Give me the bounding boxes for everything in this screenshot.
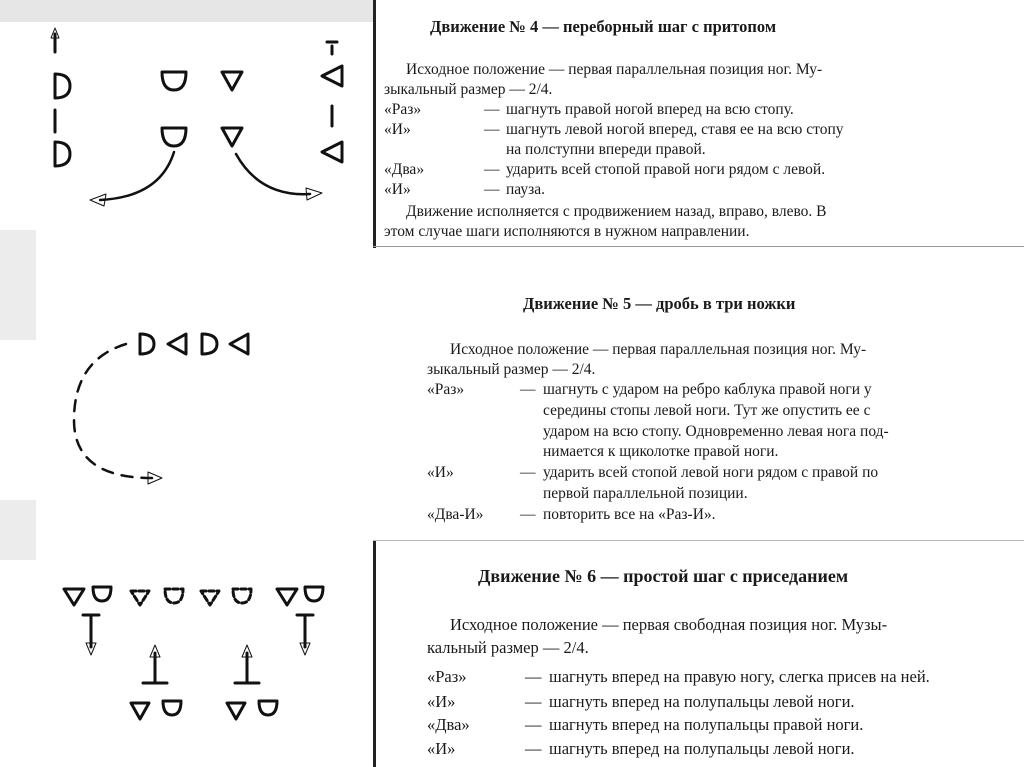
step-dash: —	[484, 181, 500, 198]
foot-triangle-2	[230, 334, 248, 354]
step-text: первой параллельной позиции.	[543, 485, 748, 502]
step-count: «Раз»	[427, 667, 467, 686]
movement-4-intro-line-1: Исходное положение — первая параллельная позиция ног. Му-	[406, 61, 823, 78]
diagram-movement-5	[60, 320, 270, 495]
bottom-triangle-2	[227, 703, 245, 719]
movement-4-intro-line-2: зыкальный размер — 2/4.	[384, 81, 553, 98]
row-half-circle-1	[93, 587, 111, 601]
step-text: шагнуть вперед на правую ногу, слегка присев на ней.	[549, 667, 930, 686]
triangle-bottom	[222, 128, 242, 146]
bottom-half-circle-1	[163, 701, 181, 715]
step-count: «И»	[427, 692, 456, 711]
step-dash: —	[520, 381, 536, 398]
step-dash: —	[484, 101, 500, 118]
movement-4-title: Движение № 4 — переборный шаг с притопом	[430, 17, 777, 36]
row-half-circle-dashed-2	[233, 589, 251, 603]
step-count: «И»	[384, 181, 411, 198]
step-dash: —	[520, 506, 536, 523]
movement-5-step-continued	[543, 422, 889, 441]
movement-5-title: Движение № 5 — дробь в три ножки	[523, 294, 796, 313]
step-count: «Два»	[384, 161, 425, 178]
movement-5-intro-line-1: Исходное положение — первая параллельная позиция ног. Му-	[450, 341, 867, 358]
step-count: «И»	[427, 739, 456, 758]
step-text: на полступни впереди правой.	[506, 141, 706, 158]
diagram-4-svg	[30, 22, 360, 222]
divider-hline-top	[373, 246, 1024, 247]
triangle-top	[222, 72, 242, 90]
step-dash: —	[484, 161, 500, 178]
divider-line-1	[373, 0, 376, 248]
half-circle-bottom	[162, 128, 186, 146]
movement-6-intro-line-2: кальный размер — 2/4.	[427, 638, 589, 657]
foot-d-1	[140, 334, 154, 354]
step-count: «Два-И»	[427, 506, 484, 523]
row-half-circle-2	[305, 587, 323, 601]
half-circle-top	[162, 72, 186, 90]
divider-line-3	[373, 540, 376, 767]
step-text: шагнуть левой ногой вперед, ставя ее на всю стопу	[506, 121, 844, 138]
diagram-6-svg	[55, 575, 340, 735]
down-arrow-right-shaft	[297, 615, 313, 647]
movement-4-step-continued	[506, 140, 706, 159]
step-dash: —	[525, 692, 542, 711]
step-dash: —	[484, 121, 500, 138]
step-count: «И»	[427, 464, 454, 481]
step-text: нимается к щиколотке правой ноги.	[543, 443, 779, 460]
row-triangle-2	[277, 589, 297, 605]
row-half-circle-dashed-1	[165, 589, 183, 603]
step-text: шагнуть вперед на полупальцы правой ноги.	[549, 715, 864, 734]
curve-arrow-right	[236, 154, 310, 194]
step-text: шагнуть вперед на полупальцы левой ноги.	[549, 739, 855, 758]
foot-d-2	[202, 334, 217, 354]
step-text: середины стопы левой ноги. Тут же опустить ее с	[543, 402, 871, 419]
step-text: повторить все на «Раз-И».	[543, 506, 716, 523]
movement-6-title: Движение № 6 — простой шаг с приседанием	[478, 566, 849, 586]
row-triangle-1	[64, 589, 84, 605]
movement-6-intro-line-1: Исходное положение — первая свободная позиция ног. Музы-	[450, 615, 888, 634]
bottom-half-circle-2	[259, 701, 277, 715]
step-dash: —	[525, 739, 542, 758]
right-triangle-bottom	[322, 142, 342, 162]
step-text: шагнуть с ударом на ребро каблука правой ноги у	[543, 381, 872, 398]
step-count: «Раз»	[427, 381, 465, 398]
movement-5-step-continued	[543, 442, 778, 461]
down-arrow-left-shaft	[83, 615, 99, 647]
foot-triangle-1	[168, 334, 186, 354]
step-text: шагнуть вперед на полупальцы левой ноги.	[549, 692, 855, 711]
step-count: «Раз»	[384, 101, 422, 118]
step-text: ударом на всю стопу. Одновременно левая нога под-	[543, 423, 889, 440]
dashed-curve	[74, 344, 152, 478]
divider-hline-mid	[373, 540, 1024, 541]
movement-4-outro-line-1: Движение исполняется с продвижением назад, вправо, влево. В	[406, 203, 827, 220]
left-shade-strip-2	[0, 500, 36, 560]
step-text: ударить всей стопой левой ноги рядом с правой по	[543, 464, 879, 481]
bottom-triangle-1	[131, 703, 149, 719]
right-triangle-top	[322, 66, 342, 86]
curve-arrow-left	[100, 152, 174, 200]
movement-5-step-continued	[543, 484, 748, 503]
step-dash: —	[520, 464, 536, 481]
left-shade-strip-1	[0, 230, 36, 340]
left-foot-d-top	[55, 74, 70, 98]
row-triangle-dashed-2	[201, 591, 219, 605]
diagram-movement-4	[30, 22, 360, 222]
step-text: пауза.	[506, 181, 546, 198]
step-text: ударить всей стопой правой ноги рядом с левой.	[506, 161, 826, 178]
diagram-movement-6	[55, 575, 340, 735]
row-triangle-dashed-1	[131, 591, 149, 605]
left-shade-top	[0, 0, 375, 22]
movement-5-step-continued	[543, 401, 870, 420]
diagram-5-svg	[60, 320, 270, 495]
step-text: шагнуть правой ногой вперед на всю стопу.	[506, 101, 794, 118]
left-foot-d-bottom	[55, 142, 70, 166]
step-dash: —	[525, 667, 542, 686]
step-count: «Два»	[427, 715, 470, 734]
step-dash: —	[525, 715, 542, 734]
step-count: «И»	[384, 121, 411, 138]
movement-5-intro-line-2: зыкальный размер — 2/4.	[427, 361, 596, 378]
movement-4-outro-line-2: этом случае шаги исполняются в нужном направлении.	[384, 223, 750, 240]
